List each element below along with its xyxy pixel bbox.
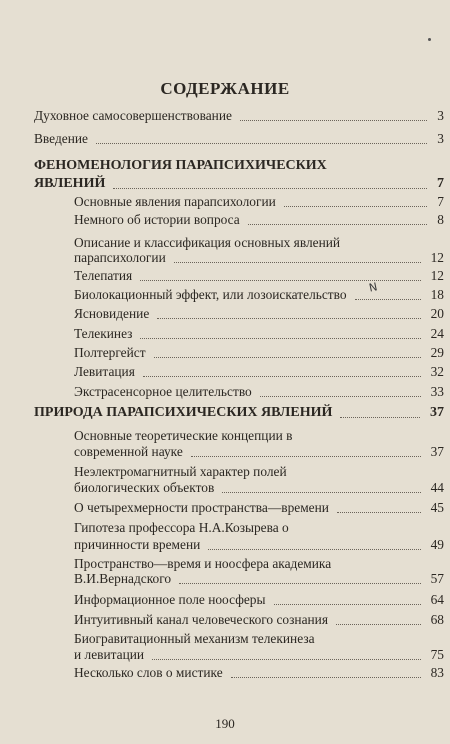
toc-entry bbox=[74, 556, 444, 572]
ink-dot bbox=[428, 38, 431, 41]
toc-entry bbox=[34, 108, 444, 124]
toc-entry bbox=[74, 384, 444, 400]
toc-entry bbox=[74, 480, 444, 496]
toc-entry-title: Духовное самосовершенствование bbox=[34, 108, 232, 123]
toc-entry-page: 3 bbox=[437, 131, 444, 146]
dot-leader bbox=[113, 187, 427, 189]
toc-entry-title: современной науке bbox=[74, 444, 183, 459]
toc-entry bbox=[74, 287, 444, 303]
toc-entry-page: 8 bbox=[437, 212, 444, 227]
toc-entry-page: 75 bbox=[430, 647, 444, 662]
toc-entry-page: 57 bbox=[430, 571, 444, 586]
toc-entry-page: 45 bbox=[430, 500, 444, 515]
dot-leader bbox=[154, 356, 421, 358]
toc-entry-title: Несколько слов о мистике bbox=[74, 665, 223, 680]
toc-entry bbox=[74, 194, 444, 210]
toc-entry bbox=[74, 464, 444, 480]
toc-entry-title: Ясновидение bbox=[74, 306, 150, 321]
toc-entry bbox=[74, 500, 444, 516]
handwritten-mark: N bbox=[367, 280, 379, 295]
toc-entry-title: О четырехмерности пространства—времени bbox=[74, 500, 329, 515]
dot-leader bbox=[152, 658, 421, 660]
dot-leader bbox=[274, 603, 421, 605]
toc-entry-title: Биолокационный эффект, или лозоискательство bbox=[74, 287, 347, 302]
toc-entry-page: 18 bbox=[430, 287, 444, 302]
toc-entry-page: 33 bbox=[430, 384, 444, 399]
toc-entry bbox=[74, 520, 444, 536]
dot-leader bbox=[340, 416, 420, 418]
toc-entry-title: и левитации bbox=[74, 647, 145, 662]
toc-entry-page: 44 bbox=[430, 480, 444, 495]
toc-entry bbox=[74, 306, 444, 322]
toc-entry bbox=[74, 537, 444, 553]
toc-entry-page: 12 bbox=[430, 268, 444, 283]
dot-leader bbox=[179, 582, 421, 584]
toc-entry bbox=[34, 131, 444, 147]
toc-entry-page: 12 bbox=[430, 250, 444, 265]
toc-entry bbox=[74, 647, 444, 663]
toc-entry bbox=[74, 345, 444, 361]
dot-leader bbox=[222, 491, 420, 493]
toc-entry-title: Экстрасенсорное целительство bbox=[74, 384, 252, 399]
toc-entry-title: Введение bbox=[34, 131, 88, 146]
toc-entry-title: Телекинез bbox=[74, 326, 133, 341]
dot-leader bbox=[336, 623, 421, 625]
toc-entry-title: биологических объектов bbox=[74, 480, 215, 495]
toc-entry-page: 49 bbox=[430, 537, 444, 552]
toc-entry-title: Полтергейст bbox=[74, 345, 146, 360]
toc-entry-title: ЯВЛЕНИЙ bbox=[34, 176, 106, 191]
toc-entry-page: 7 bbox=[437, 194, 444, 209]
toc-entry-page: 7 bbox=[437, 176, 444, 191]
dot-leader bbox=[143, 375, 421, 377]
toc-entry-title: Основные теоретические концепции в bbox=[74, 428, 293, 443]
toc-entry bbox=[74, 612, 444, 628]
toc-entry bbox=[74, 571, 444, 587]
toc-entry-title: Гипотеза профессора Н.А.Козырева о bbox=[74, 520, 289, 535]
page-number: 190 bbox=[215, 716, 235, 731]
dot-leader bbox=[140, 279, 420, 281]
dot-leader bbox=[284, 205, 428, 207]
toc-entry bbox=[74, 364, 444, 380]
toc-entry bbox=[74, 250, 444, 266]
toc-entry-page: 68 bbox=[430, 612, 444, 627]
toc-entry-title: ПРИРОДА ПАРАПСИХИЧЕСКИХ ЯВЛЕНИЙ bbox=[34, 405, 333, 420]
toc-entry bbox=[74, 631, 444, 647]
toc-entry bbox=[74, 428, 444, 444]
dot-leader bbox=[260, 395, 421, 397]
toc-entry-page: 37 bbox=[430, 444, 444, 459]
toc-entry bbox=[74, 212, 444, 228]
toc-entry bbox=[74, 444, 444, 460]
toc-entry bbox=[34, 405, 444, 421]
toc-entry-page: 32 bbox=[430, 364, 444, 379]
toc-entry bbox=[34, 158, 444, 174]
toc-entry-page: 83 bbox=[430, 665, 444, 680]
toc-entry-title: Левитация bbox=[74, 364, 135, 379]
toc-entry-title: Основные явления парапсихологии bbox=[74, 194, 276, 209]
toc-entry-title: Немного об истории вопроса bbox=[74, 212, 240, 227]
dot-leader bbox=[231, 676, 421, 678]
toc-entry-title: Пространство—время и ноосфера академика bbox=[74, 556, 332, 571]
toc-entry bbox=[74, 235, 444, 251]
toc-entry bbox=[74, 268, 444, 284]
toc-entry bbox=[74, 592, 444, 608]
dot-leader bbox=[208, 548, 420, 550]
toc-entry-title: Интуитивный канал человеческого сознания bbox=[74, 612, 329, 627]
page-title: СОДЕРЖАНИЕ bbox=[160, 79, 290, 98]
toc-entry-page: 37 bbox=[430, 405, 444, 420]
toc-entry-title: В.И.Вернадского bbox=[74, 571, 172, 586]
dot-leader bbox=[240, 119, 427, 121]
toc-entry bbox=[74, 326, 444, 342]
toc-entry-title: парапсихологии bbox=[74, 250, 166, 265]
toc-entry-title: Неэлектромагнитный характер полей bbox=[74, 464, 287, 479]
dot-leader bbox=[191, 455, 421, 457]
dot-leader bbox=[174, 261, 421, 263]
toc-entry-page: 3 bbox=[437, 108, 444, 123]
toc-entry-title: Описание и классификация основных явлений bbox=[74, 235, 341, 250]
dot-leader bbox=[355, 298, 421, 300]
toc-entry-page: 64 bbox=[430, 592, 444, 607]
toc-entry-title: Информационное поле ноосферы bbox=[74, 592, 266, 607]
toc-entry-title: Телепатия bbox=[74, 268, 133, 283]
dot-leader bbox=[337, 511, 421, 513]
toc-entry-page: 24 bbox=[430, 326, 444, 341]
dot-leader bbox=[248, 223, 428, 225]
dot-leader bbox=[140, 337, 420, 339]
dot-leader bbox=[157, 317, 420, 319]
toc-entry-title: Биогравитационный механизм телекинеза bbox=[74, 631, 315, 646]
toc-entry-page: 29 bbox=[430, 345, 444, 360]
toc-entry-page: 20 bbox=[430, 306, 444, 321]
toc-entry-title: причинности времени bbox=[74, 537, 201, 552]
toc-entry bbox=[34, 176, 444, 192]
toc-entry-title: ФЕНОМЕНОЛОГИЯ ПАРАПСИХИЧЕСКИХ bbox=[34, 158, 327, 173]
dot-leader bbox=[96, 142, 427, 144]
toc-entry bbox=[74, 665, 444, 681]
